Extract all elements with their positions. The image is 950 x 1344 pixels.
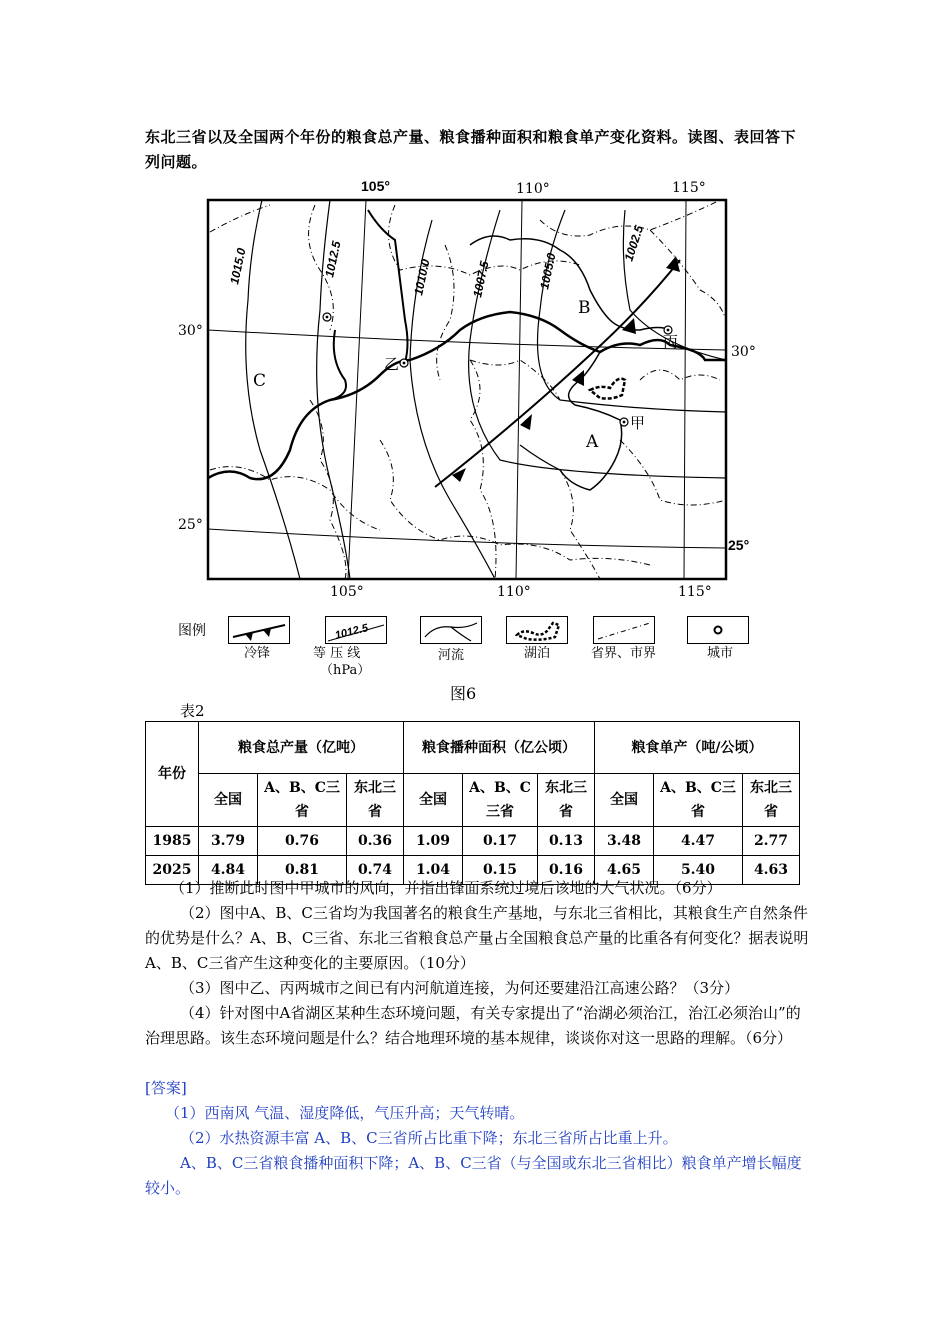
legend-cold-front-label: 冷锋 bbox=[244, 646, 271, 661]
lake-icon bbox=[506, 616, 568, 644]
legend-boundary-label: 省界、市界 bbox=[591, 646, 657, 661]
boundary-icon bbox=[593, 616, 655, 644]
question-1: （1）推断此时图中甲城市的风向，并指出锋面系统过境后该地的大气状况。（6分） bbox=[170, 879, 722, 897]
sub-header: 全国 bbox=[199, 774, 258, 827]
cold-front-icon bbox=[228, 616, 290, 644]
question-3: （3）图中乙、丙两城市之间已有内河航道连接，为何还要建沿江高速公路？（3分） bbox=[180, 979, 740, 997]
legend-isobar-sample: 1012.5 bbox=[333, 622, 370, 642]
sub-header: 东北三省 bbox=[743, 774, 800, 827]
table-cell: 4.65 bbox=[595, 856, 654, 885]
table-cell: 4.47 bbox=[654, 827, 743, 856]
legend-lake-label: 湖泊 bbox=[524, 646, 551, 661]
sub-header: 东北三省 bbox=[538, 774, 595, 827]
table-cell: 4.63 bbox=[743, 856, 800, 885]
group-header-yield: 粮食单产（吨/公顷） bbox=[595, 722, 800, 774]
sub-header: 东北三省 bbox=[347, 774, 404, 827]
sub-header: A、B、C三省 bbox=[654, 774, 743, 827]
city-bing-label: 丙 bbox=[663, 333, 679, 351]
sub-header: A、B、C三省 bbox=[463, 774, 538, 827]
legend-title: 图例 bbox=[178, 623, 206, 639]
city-jia-label: 甲 bbox=[630, 414, 646, 432]
isobar-label-1007-5: 1007.5 bbox=[470, 259, 492, 299]
weather-map bbox=[145, 170, 795, 605]
table-cell: 0.16 bbox=[538, 856, 595, 885]
answer-3: A、B、C三省粮食播种面积下降；A、B、C三省（与全国或东北三省相比）粮食单产增长幅度较小。 bbox=[145, 1154, 802, 1197]
lon-top-115: 115° bbox=[672, 180, 706, 196]
intro-text: 东北三省以及全国两个年份的粮食总产量、粮食播种面积和粮食单产变化资料。读图、表回答下列问题。 bbox=[145, 128, 797, 171]
table-cell: 1.04 bbox=[404, 856, 463, 885]
table-cell: 0.15 bbox=[463, 856, 538, 885]
isobar-label-1002-5: 1002.5 bbox=[621, 223, 647, 263]
isobar-label-1005: 1005.0 bbox=[537, 251, 559, 291]
answer-2: （2）水热资源丰富 A、B、C三省所占比重下降；东北三省所占比重上升。 bbox=[180, 1129, 678, 1147]
question-2: （2）图中A、B、C三省均为我国著名的粮食生产基地，与东北三省相比，其粮食生产自然条件的优势是什么？A、B、C三省、东北三省粮食总产量占全国粮食总产量的比重各有何变化？据表说明A、B、C三省产生这种变化的主要原因。（10分） bbox=[145, 904, 809, 972]
legend-city-label: 城市 bbox=[707, 646, 734, 661]
answer-heading: [答案] bbox=[145, 1079, 187, 1097]
sub-header: 全国 bbox=[595, 774, 654, 827]
table-cell: 1.09 bbox=[404, 827, 463, 856]
legend-isobar-label: 等 压 线 bbox=[313, 646, 361, 661]
lat-right-25: 25° bbox=[728, 537, 750, 553]
legend-river-label: 河流 bbox=[438, 648, 465, 663]
table-cell: 4.84 bbox=[199, 856, 258, 885]
lat-left-30: 30° bbox=[178, 323, 203, 339]
row-year: 2025 bbox=[146, 856, 199, 885]
sub-header: 全国 bbox=[404, 774, 463, 827]
isobar-label-1010: 1010.0 bbox=[411, 257, 433, 297]
legend-isobar-unit: （hPa） bbox=[320, 663, 371, 678]
city-yi-label: 乙 bbox=[384, 355, 400, 373]
lon-bottom-105: 105° bbox=[330, 584, 364, 600]
year-header: 年份 bbox=[146, 722, 199, 827]
table-cell: 3.48 bbox=[595, 827, 654, 856]
isobar-label-1015: 1015.0 bbox=[227, 246, 249, 286]
figure-caption: 图6 bbox=[450, 684, 477, 703]
table-cell: 0.74 bbox=[347, 856, 404, 885]
isobar-label-1012-5: 1012.5 bbox=[322, 239, 344, 279]
table-cell: 0.36 bbox=[347, 827, 404, 856]
table-cell: 0.81 bbox=[258, 856, 347, 885]
lat-left-25: 25° bbox=[178, 517, 203, 533]
lon-bottom-115: 115° bbox=[678, 584, 712, 600]
table-cell: 0.76 bbox=[258, 827, 347, 856]
lat-right-30: 30° bbox=[731, 344, 756, 360]
map-legend bbox=[170, 612, 790, 682]
table-cell: 3.79 bbox=[199, 827, 258, 856]
table-cell: 5.40 bbox=[654, 856, 743, 885]
table-caption: 表2 bbox=[180, 702, 205, 720]
question-4: （4）针对图中A省湖区某种生态环境问题，有关专家提出了“治湖必须治江，治江必须治山”的治理思路。该生态环境问题是什么？结合地理环境的基本规律，谈谈你对这一思路的理解。（6分） bbox=[145, 1004, 801, 1047]
group-header-sown-area: 粮食播种面积（亿公顷） bbox=[404, 722, 595, 774]
table-row bbox=[146, 827, 800, 856]
table-cell: 0.13 bbox=[538, 827, 595, 856]
row-year: 1985 bbox=[146, 827, 199, 856]
lon-top-105: 105° bbox=[361, 178, 390, 194]
isobar-icon bbox=[325, 616, 387, 644]
region-a-label: A bbox=[586, 432, 599, 452]
lon-top-110: 110° bbox=[516, 181, 550, 197]
answer-1: （1）西南风 气温、湿度降低，气压升高；天气转晴。 bbox=[165, 1104, 525, 1122]
group-header-total-output: 粮食总产量（亿吨） bbox=[199, 722, 404, 774]
city-icon bbox=[687, 616, 749, 644]
table-cell: 2.77 bbox=[743, 827, 800, 856]
table-cell: 0.17 bbox=[463, 827, 538, 856]
region-b-label: B bbox=[578, 298, 591, 318]
lon-bottom-110: 110° bbox=[497, 584, 531, 600]
sub-header: A、B、C三省 bbox=[258, 774, 347, 827]
grain-table bbox=[145, 721, 800, 885]
river-icon bbox=[420, 616, 482, 644]
region-c-label: C bbox=[253, 371, 267, 391]
